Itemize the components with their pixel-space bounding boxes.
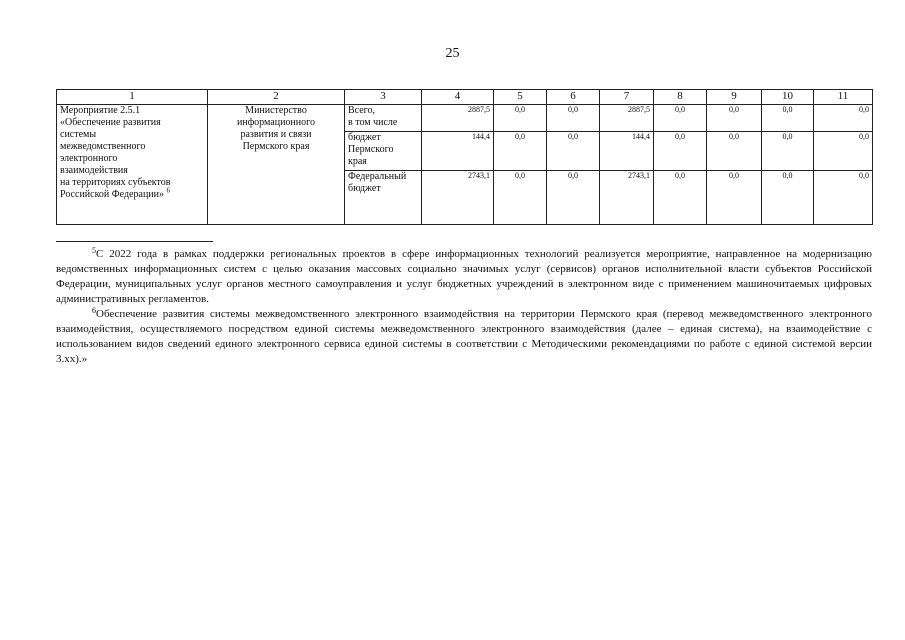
event-line: межведомственного: [60, 141, 146, 152]
value-cell: 0,0: [707, 132, 762, 171]
column-header: 8: [654, 90, 707, 105]
column-header: 11: [814, 90, 873, 105]
column-header: 7: [600, 90, 654, 105]
source-line: Пермского: [348, 144, 394, 155]
value-cell: 144,4: [600, 132, 654, 171]
event-line: на территориях субъектов: [60, 177, 171, 188]
footnote-text: С 2022 года в рамках поддержки региональных проектов в сфере информационных технологий реализуется мероприятие, направленное на модернизацию ведомственных информационных систем с целью оказания массовых социально значимых услуг (сервисов) органов исполнительной власти субъектов Российской Федерации, муниципальных услуг органов местного самоуправления и услуг бюджетных учреждений в электронном виде с применением машиночитаемых цифровых административных регламентов.: [56, 248, 872, 305]
value-cell: 0,0: [707, 171, 762, 225]
value-cell: 0,0: [494, 105, 547, 132]
funding-source-cell: [345, 132, 422, 171]
footnote: [56, 247, 872, 307]
funding-source-cell: [345, 105, 422, 132]
footnote: [56, 307, 872, 367]
source-line: в том числе: [348, 117, 398, 128]
value-cell: 0,0: [654, 132, 707, 171]
footnote-mark: 6: [166, 186, 171, 195]
value-cell: 0,0: [762, 105, 814, 132]
value-cell: 0,0: [814, 171, 873, 225]
column-header: 9: [707, 90, 762, 105]
column-header: 5: [494, 90, 547, 105]
event-line: системы: [60, 129, 97, 140]
executor-line: Пермского края: [242, 141, 310, 152]
value-cell: 144,4: [422, 132, 494, 171]
value-cell: 2743,1: [600, 171, 654, 225]
footnote-text: Обеспечение развития системы межведомственного электронного взаимодействия на территории Пермского края (перевод межведомственного электронного взаимодействия, осуществляемого посредством единой системы межведомственного электронного взаимодействия (далее – единая система), на взаимодействие с использованием видов сведений единого электронного сервиса единой системы в соответствии с Методическими рекомендациями по работе с единой системой версии 3.xx).»: [56, 308, 872, 365]
event-line: Мероприятие 2.5.1: [60, 105, 141, 116]
value-cell: 2887,5: [422, 105, 494, 132]
value-cell: 0,0: [547, 105, 600, 132]
source-line: бюджет: [348, 183, 381, 194]
value-cell: 0,0: [494, 171, 547, 225]
value-cell: 0,0: [707, 105, 762, 132]
event-line-last: [60, 186, 204, 201]
source-line: Всего,: [348, 105, 376, 116]
event-name-cell: [57, 105, 208, 225]
executor-line: информационного: [237, 117, 315, 128]
value-cell: 0,0: [814, 132, 873, 171]
value-cell: 0,0: [547, 132, 600, 171]
source-line: Федеральный: [348, 171, 407, 182]
value-cell: 2743,1: [422, 171, 494, 225]
value-cell: 2887,5: [600, 105, 654, 132]
value-cell: 0,0: [814, 105, 873, 132]
event-line: электронного: [60, 153, 118, 164]
event-line: «Обеспечение развития: [60, 117, 161, 128]
column-header: 4: [422, 90, 494, 105]
source-line: края: [348, 156, 367, 167]
event-line: Российской Федерации»: [60, 189, 165, 200]
column-header: 6: [547, 90, 600, 105]
budget-table: [56, 89, 873, 225]
column-header: 10: [762, 90, 814, 105]
executor-line: Министерство: [245, 105, 307, 116]
source-line: бюджет: [348, 132, 381, 143]
table-header-row: [57, 90, 873, 105]
value-cell: 0,0: [654, 171, 707, 225]
column-header: 3: [345, 90, 422, 105]
footnote-separator: [56, 241, 213, 242]
value-cell: 0,0: [762, 132, 814, 171]
value-cell: 0,0: [762, 171, 814, 225]
footnote-number: 5: [92, 246, 96, 255]
value-cell: 0,0: [654, 105, 707, 132]
footnotes: [56, 247, 872, 367]
event-line: взаимодействия: [60, 165, 128, 176]
page-number: 25: [445, 46, 460, 61]
funding-source-cell: [345, 171, 422, 225]
footnote-number: 6: [92, 306, 96, 315]
executor-line: развития и связи: [240, 129, 312, 140]
value-cell: 0,0: [494, 132, 547, 171]
column-header: 1: [57, 90, 208, 105]
value-cell: 0,0: [547, 171, 600, 225]
table-row: [57, 105, 873, 132]
executor-cell: [208, 105, 345, 225]
column-header: 2: [208, 90, 345, 105]
